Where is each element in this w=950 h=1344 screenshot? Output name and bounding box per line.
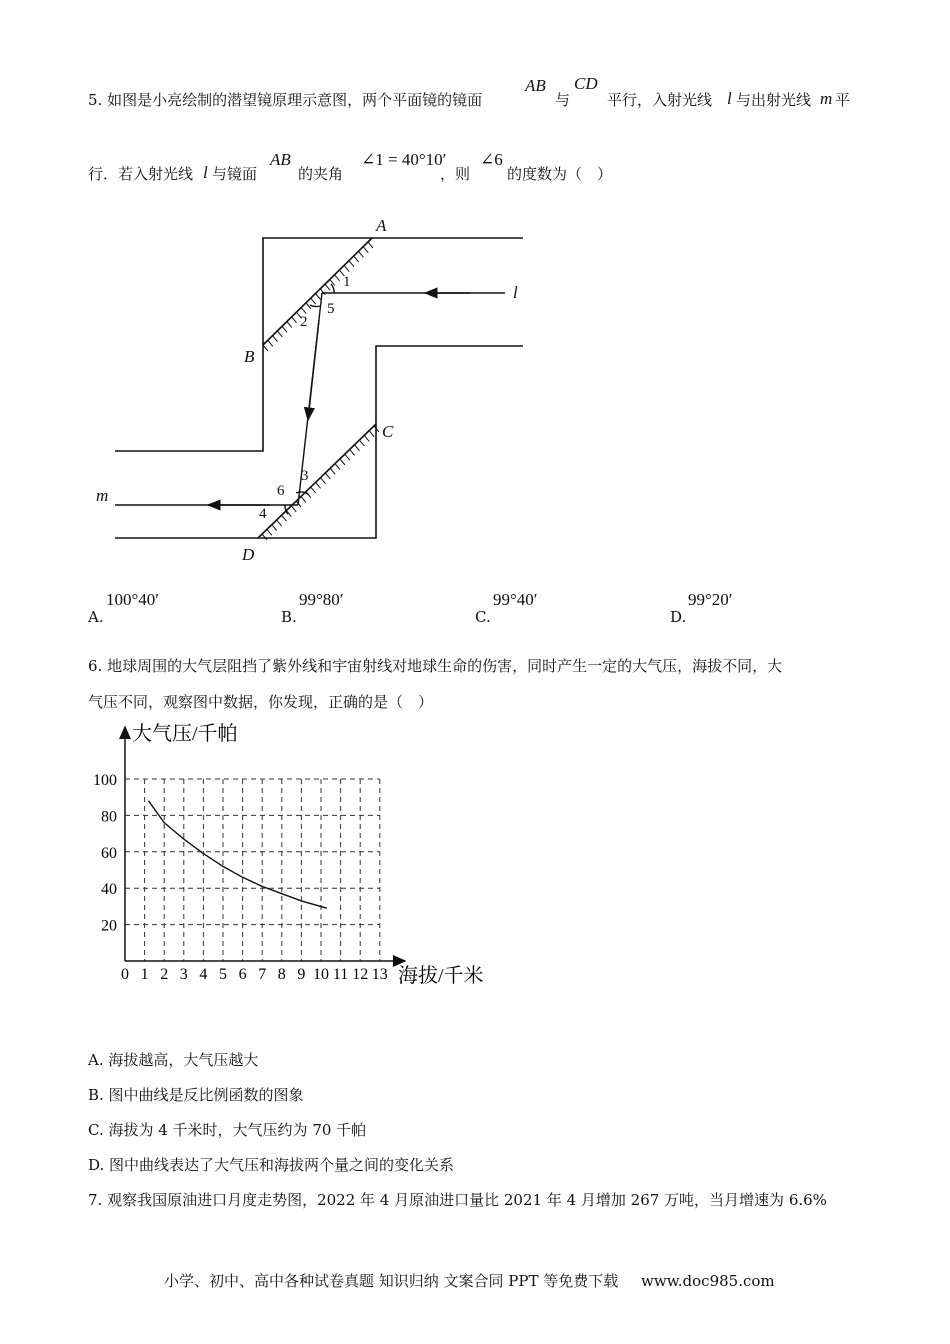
x-tick: 7 <box>258 966 267 983</box>
x-tick: 5 <box>219 966 227 983</box>
angle-label-2: 2 <box>300 314 308 330</box>
x-tick: 12 <box>352 966 369 983</box>
angle-label-4: 4 <box>259 506 267 522</box>
q5-yu: 与 <box>555 91 571 109</box>
q5-text-c: 与出射光线 <box>736 91 812 109</box>
x-tick-labels <box>121 966 388 983</box>
footer-text: 小学、初中、高中各种试卷真题 知识归纳 文案合同 PPT 等免费下载 <box>164 1272 619 1290</box>
x-tick: 8 <box>277 966 286 983</box>
label-m: m <box>96 486 109 505</box>
label-d: D <box>242 545 255 564</box>
y-tick: 100 <box>93 772 117 789</box>
q5-l-label-2: l <box>203 163 208 182</box>
mirror-cd <box>258 424 379 540</box>
q5-text: 5. 如图是小亮绘制的潜望镜原理示意图，两个平面镜的镜面 <box>88 91 483 109</box>
q6-option: C. 海拔为 4 千米时，大气压约为 70 千帕 <box>88 1121 367 1139</box>
q6-option: A. 海拔越高，大气压越大 <box>88 1051 259 1069</box>
q5-option-letter: B. <box>281 608 297 626</box>
q5-m-label: m <box>820 89 833 108</box>
periscope-outline <box>115 238 523 538</box>
q5-option-letter: A. <box>88 608 104 626</box>
q5-line2-e: 的度数为（ ） <box>507 165 613 183</box>
q5-line2-d: ，则 <box>440 165 471 183</box>
x-tick: 3 <box>179 966 188 983</box>
q5-option-letter: C. <box>475 608 491 626</box>
label-l: l <box>513 283 518 302</box>
q5-option-value: 99°40′ <box>493 590 538 609</box>
q5-option-value: 100°40′ <box>106 590 160 609</box>
footer <box>164 1270 775 1291</box>
q5-line2-a: 行．若入射光线 <box>88 165 194 183</box>
y-tick: 60 <box>101 844 117 862</box>
pressure-altitude-chart <box>80 715 510 995</box>
x-tick: 2 <box>160 966 169 983</box>
label-b: B <box>244 347 255 366</box>
y-tick: 40 <box>101 881 117 899</box>
q5-ab-label-2: AB <box>270 150 291 169</box>
y-tick-labels <box>93 772 117 935</box>
q5-angle6: ∠6 <box>480 150 503 169</box>
q6-option: B. 图中曲线是反比例函数的图象 <box>88 1086 304 1104</box>
q5-ab-label: AB <box>525 76 546 95</box>
q5-option-value: 99°20′ <box>688 590 733 609</box>
label-a: A <box>376 216 387 235</box>
x-tick: 13 <box>371 966 388 983</box>
angle-label-1: 1 <box>343 274 351 290</box>
footer-url[interactable]: www.doc985.com <box>641 1272 775 1290</box>
periscope-figure <box>0 0 950 600</box>
y-axis-label: 大气压/千帕 <box>132 723 238 745</box>
angle-label-5: 5 <box>327 301 335 317</box>
x-tick: 0 <box>121 966 129 983</box>
q7-line1: 7. 观察我国原油进口月度走势图，2022 年 4 月原油进口量比 2021 年 4 月增加 267 万吨，当月增速为 6.6% <box>88 1191 827 1209</box>
q6-line1: 6. 地球周围的大气层阻挡了紫外线和宇宙射线对地球生命的伤害，同时产生一定的大气压，海拔不同，大 <box>88 657 783 675</box>
x-axis-label: 海拔/千米 <box>398 965 484 987</box>
q5-text-d: 平 <box>835 91 851 109</box>
q6-line2: 气压不同，观察图中数据，你发现，正确的是（ ） <box>88 693 434 711</box>
pressure-curve <box>149 801 327 908</box>
q5-cd-label: CD <box>574 74 598 93</box>
q6-option: D. 图中曲线表达了大气压和海拔两个量之间的变化关系 <box>88 1156 455 1174</box>
q5-angle1: ∠1 = 40°10′ <box>361 150 447 169</box>
light-path <box>115 284 505 514</box>
angle-label-3: 3 <box>301 468 309 484</box>
x-tick: 4 <box>199 966 208 983</box>
q5-line2-c: 的夹角 <box>298 165 344 183</box>
q5-line2-b: 与镜面 <box>212 165 258 183</box>
x-tick: 11 <box>332 966 349 983</box>
y-tick: 80 <box>101 808 117 826</box>
label-c: C <box>382 422 394 441</box>
chart-grid <box>125 779 380 961</box>
q5-option-letter: D. <box>670 608 687 626</box>
angle-label-6: 6 <box>277 483 285 499</box>
q5-text-b: 平行，入射光线 <box>607 91 713 109</box>
x-tick: 9 <box>297 966 306 983</box>
y-tick: 20 <box>101 917 117 935</box>
q5-option-value: 99°80′ <box>299 590 344 609</box>
x-tick: 6 <box>238 966 247 983</box>
q5-l-label: l <box>727 89 732 108</box>
x-tick: 1 <box>140 966 149 983</box>
x-tick: 10 <box>313 966 329 983</box>
